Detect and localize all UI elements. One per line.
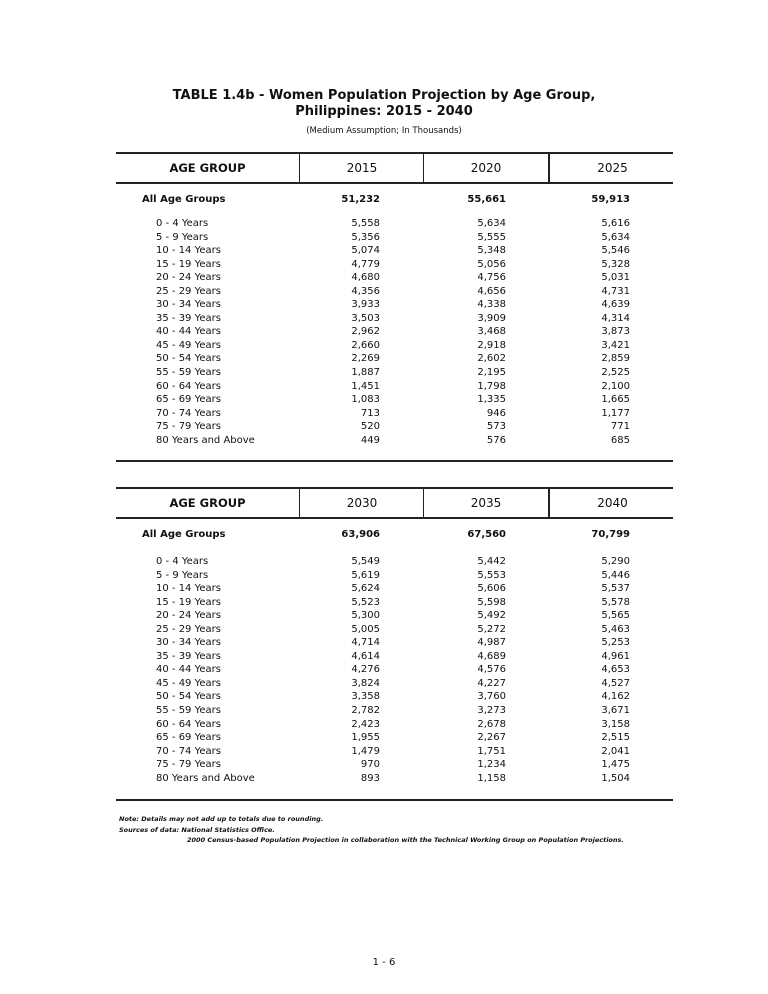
age-group-label: 50 - 54 Years: [156, 691, 221, 703]
age-group-label: 25 - 29 Years: [156, 623, 221, 635]
population-value: 893: [360, 772, 380, 784]
age-group-label: 80 Years and Above: [156, 434, 255, 446]
population-value: 4,639: [601, 299, 630, 311]
population-value: 5,558: [351, 218, 380, 229]
table-row: [116, 217, 673, 231]
population-value: 3,468: [477, 326, 506, 338]
population-value: 5,546: [601, 245, 630, 257]
population-value: 1,887: [351, 367, 380, 379]
population-value: 4,779: [351, 258, 380, 270]
year-header: 2040: [548, 489, 675, 517]
age-group-label: 75 - 79 Years: [156, 421, 221, 433]
table-row: [116, 663, 673, 677]
table-header: [116, 152, 673, 184]
age-group-label: 55 - 59 Years: [156, 705, 221, 717]
population-value: 2,678: [477, 718, 506, 730]
population-value: 5,031: [601, 272, 630, 284]
population-value: 4,576: [477, 664, 506, 676]
age-group-label: 5 - 9 Years: [156, 569, 209, 581]
population-value: 520: [360, 421, 380, 433]
population-value: 1,798: [477, 380, 506, 392]
population-value: 5,578: [601, 596, 630, 608]
age-group-label: 65 - 69 Years: [156, 732, 221, 744]
population-value: 2,859: [601, 353, 630, 365]
population-value: 5,624: [351, 583, 380, 595]
age-group-label: 70 - 74 Years: [156, 745, 221, 757]
table-row: [116, 704, 673, 718]
population-value: 2,100: [601, 380, 630, 392]
table-row: [116, 298, 673, 312]
table-row: [116, 718, 673, 732]
population-value: 5,619: [351, 569, 380, 581]
population-value: 5,056: [477, 258, 506, 270]
age-group-label: 60 - 64 Years: [156, 380, 221, 392]
table-row: [116, 609, 673, 623]
age-group-label: 30 - 34 Years: [156, 299, 221, 311]
all-age-groups-row: [116, 528, 673, 542]
table-subtitle: (Medium Assumption; In Thousands): [306, 126, 462, 136]
table-row: [116, 758, 673, 772]
total-value: 55,661: [467, 194, 506, 205]
population-value: 1,177: [601, 407, 630, 419]
table-row: [116, 366, 673, 380]
table-row: [116, 677, 673, 691]
population-value: 771: [610, 421, 630, 433]
population-value: 3,873: [601, 326, 630, 338]
population-value: 1,479: [351, 745, 380, 757]
note-text: Note: Details may not add up to totals due to rounding.: [119, 815, 324, 823]
age-group-label: 20 - 24 Years: [156, 610, 221, 622]
population-value: 2,041: [601, 745, 630, 757]
age-group-label: 40 - 44 Years: [156, 664, 221, 676]
table-row: [116, 325, 673, 339]
table-row: [116, 380, 673, 394]
population-value: 3,421: [601, 339, 630, 351]
table-row: [116, 231, 673, 245]
population-value: 5,463: [601, 623, 630, 635]
population-value: 2,515: [601, 732, 630, 744]
population-value: 2,269: [351, 353, 380, 365]
population-value: 576: [486, 434, 506, 446]
population-value: 5,300: [351, 610, 380, 622]
table-row: [116, 352, 673, 366]
population-value: 3,760: [477, 691, 506, 703]
population-value: 5,348: [477, 245, 506, 257]
population-value: 3,158: [601, 718, 630, 730]
table-header: [116, 487, 673, 519]
population-value: 5,442: [477, 556, 506, 567]
year-header: 2035: [423, 489, 548, 517]
table-row: [116, 271, 673, 285]
population-value: 2,962: [351, 326, 380, 338]
table-row: [116, 339, 673, 353]
table-row: [116, 650, 673, 664]
population-value: 5,553: [477, 569, 506, 581]
population-value: 4,689: [477, 650, 506, 662]
population-value: 5,555: [477, 231, 506, 243]
year-header: 2015: [299, 154, 424, 182]
year-header: 2030: [299, 489, 424, 517]
population-value: 449: [360, 434, 380, 446]
table-row: [116, 596, 673, 610]
population-value: 4,276: [351, 664, 380, 676]
age-group-header: AGE GROUP: [169, 496, 246, 510]
population-value: 5,272: [477, 623, 506, 635]
population-value: 5,565: [601, 610, 630, 622]
population-value: 5,549: [351, 556, 380, 567]
population-value: 4,961: [601, 650, 630, 662]
population-value: 1,158: [477, 772, 506, 784]
table-row: [116, 623, 673, 637]
population-value: 4,756: [477, 272, 506, 284]
age-group-label: 15 - 19 Years: [156, 258, 221, 270]
age-group-label: 70 - 74 Years: [156, 407, 221, 419]
population-value: 1,751: [477, 745, 506, 757]
population-value: 5,446: [601, 569, 630, 581]
page-number: 1 - 6: [372, 957, 396, 968]
population-value: 1,451: [351, 380, 380, 392]
age-group-header: AGE GROUP: [169, 161, 246, 175]
population-value: 2,423: [351, 718, 380, 730]
table-row: [116, 731, 673, 745]
population-value: 1,665: [601, 394, 630, 406]
footnotes: [119, 814, 624, 846]
population-value: 2,525: [601, 367, 630, 379]
age-group-label: 65 - 69 Years: [156, 394, 221, 406]
population-value: 5,523: [351, 596, 380, 608]
table-row: [116, 258, 673, 272]
population-value: 4,162: [601, 691, 630, 703]
age-rows: [116, 555, 673, 785]
population-value: 5,616: [601, 218, 630, 229]
table-row: [116, 285, 673, 299]
population-value: 2,267: [477, 732, 506, 744]
age-group-label: 5 - 9 Years: [156, 231, 209, 243]
population-value: 4,227: [477, 677, 506, 689]
population-value: 2,195: [477, 367, 506, 379]
population-value: 4,656: [477, 285, 506, 297]
title-line-2: Philippines: 2015 - 2040: [295, 104, 473, 119]
age-group-label: 15 - 19 Years: [156, 596, 221, 608]
total-value: 63,906: [341, 529, 380, 540]
table-row: [116, 582, 673, 596]
title-line-1: TABLE 1.4b - Women Population Projection by Age Group,: [172, 88, 596, 103]
table-row: [116, 312, 673, 326]
all-age-groups-label: All Age Groups: [142, 194, 226, 205]
population-value: 5,005: [351, 623, 380, 635]
population-value: 5,606: [477, 583, 506, 595]
population-value: 3,671: [601, 705, 630, 717]
age-group-label: 40 - 44 Years: [156, 326, 221, 338]
population-value: 4,731: [601, 285, 630, 297]
table-row: [116, 772, 673, 786]
population-value: 3,503: [351, 312, 380, 324]
age-group-label: 10 - 14 Years: [156, 583, 221, 595]
population-value: 2,782: [351, 705, 380, 717]
population-value: 1,234: [477, 759, 506, 771]
sources-text: Sources of data: National Statistics Office.: [119, 825, 275, 834]
population-value: 3,933: [351, 299, 380, 311]
population-value: 2,918: [477, 339, 506, 351]
population-value: 1,475: [601, 759, 630, 771]
year-header: 2020: [423, 154, 548, 182]
age-group-label: 60 - 64 Years: [156, 718, 221, 730]
population-value: 5,598: [477, 596, 506, 608]
age-group-label: 30 - 34 Years: [156, 637, 221, 649]
table-row: [116, 636, 673, 650]
age-group-label: 0 - 4 Years: [156, 556, 209, 567]
population-value: 5,634: [477, 218, 506, 229]
population-value: 1,504: [601, 772, 630, 784]
sources-detail-text: 2000 Census-based Population Projection in collaboration with the Technical Working Group on Population Projections.: [187, 836, 624, 844]
population-value: 970: [360, 759, 380, 771]
population-value: 4,680: [351, 272, 380, 284]
table-title: [0, 88, 768, 120]
population-value: 685: [610, 434, 630, 446]
population-value: 5,634: [601, 231, 630, 243]
total-value: 59,913: [591, 194, 630, 205]
population-value: 3,824: [351, 677, 380, 689]
table-row: [116, 690, 673, 704]
population-value: 3,358: [351, 691, 380, 703]
table-row: [116, 393, 673, 407]
table-bottom-rule: [116, 460, 673, 462]
table-row: [116, 407, 673, 421]
population-value: 1,955: [351, 732, 380, 744]
all-age-groups-label: All Age Groups: [142, 529, 226, 540]
table-row: [116, 555, 673, 569]
total-value: 51,232: [341, 194, 380, 205]
table-row: [116, 569, 673, 583]
age-group-label: 25 - 29 Years: [156, 285, 221, 297]
population-value: 4,527: [601, 677, 630, 689]
table-row: [116, 434, 673, 448]
population-value: 5,328: [601, 258, 630, 270]
population-value: 4,653: [601, 664, 630, 676]
total-value: 70,799: [591, 529, 630, 540]
population-value: 2,660: [351, 339, 380, 351]
population-value: 4,987: [477, 637, 506, 649]
population-value: 1,083: [351, 394, 380, 406]
population-value: 573: [486, 421, 506, 433]
age-group-label: 0 - 4 Years: [156, 218, 209, 229]
age-group-label: 55 - 59 Years: [156, 367, 221, 379]
age-group-label: 35 - 39 Years: [156, 312, 221, 324]
age-group-label: 50 - 54 Years: [156, 353, 221, 365]
population-value: 5,492: [477, 610, 506, 622]
total-value: 67,560: [467, 529, 506, 540]
age-group-label: 10 - 14 Years: [156, 245, 221, 257]
population-value: 4,338: [477, 299, 506, 311]
age-group-label: 75 - 79 Years: [156, 759, 221, 771]
population-value: 5,356: [351, 231, 380, 243]
population-value: 4,314: [601, 312, 630, 324]
population-value: 5,074: [351, 245, 380, 257]
age-group-label: 45 - 49 Years: [156, 677, 221, 689]
age-group-label: 35 - 39 Years: [156, 650, 221, 662]
all-age-groups-row: [116, 193, 673, 207]
population-value: 5,253: [601, 637, 630, 649]
population-value: 5,537: [601, 583, 630, 595]
population-value: 4,714: [351, 637, 380, 649]
population-value: 3,909: [477, 312, 506, 324]
table-row: [116, 244, 673, 258]
population-value: 713: [360, 407, 380, 419]
age-group-label: 45 - 49 Years: [156, 339, 221, 351]
age-group-label: 80 Years and Above: [156, 772, 255, 784]
table-row: [116, 420, 673, 434]
population-value: 5,290: [601, 556, 630, 567]
age-rows: [116, 217, 673, 447]
population-value: 946: [486, 407, 506, 419]
population-value: 4,356: [351, 285, 380, 297]
population-value: 1,335: [477, 394, 506, 406]
population-value: 2,602: [477, 353, 506, 365]
table-row: [116, 745, 673, 759]
age-group-label: 20 - 24 Years: [156, 272, 221, 284]
table-bottom-rule: [116, 799, 673, 801]
population-value: 3,273: [477, 705, 506, 717]
population-value: 4,614: [351, 650, 380, 662]
year-header: 2025: [548, 154, 675, 182]
